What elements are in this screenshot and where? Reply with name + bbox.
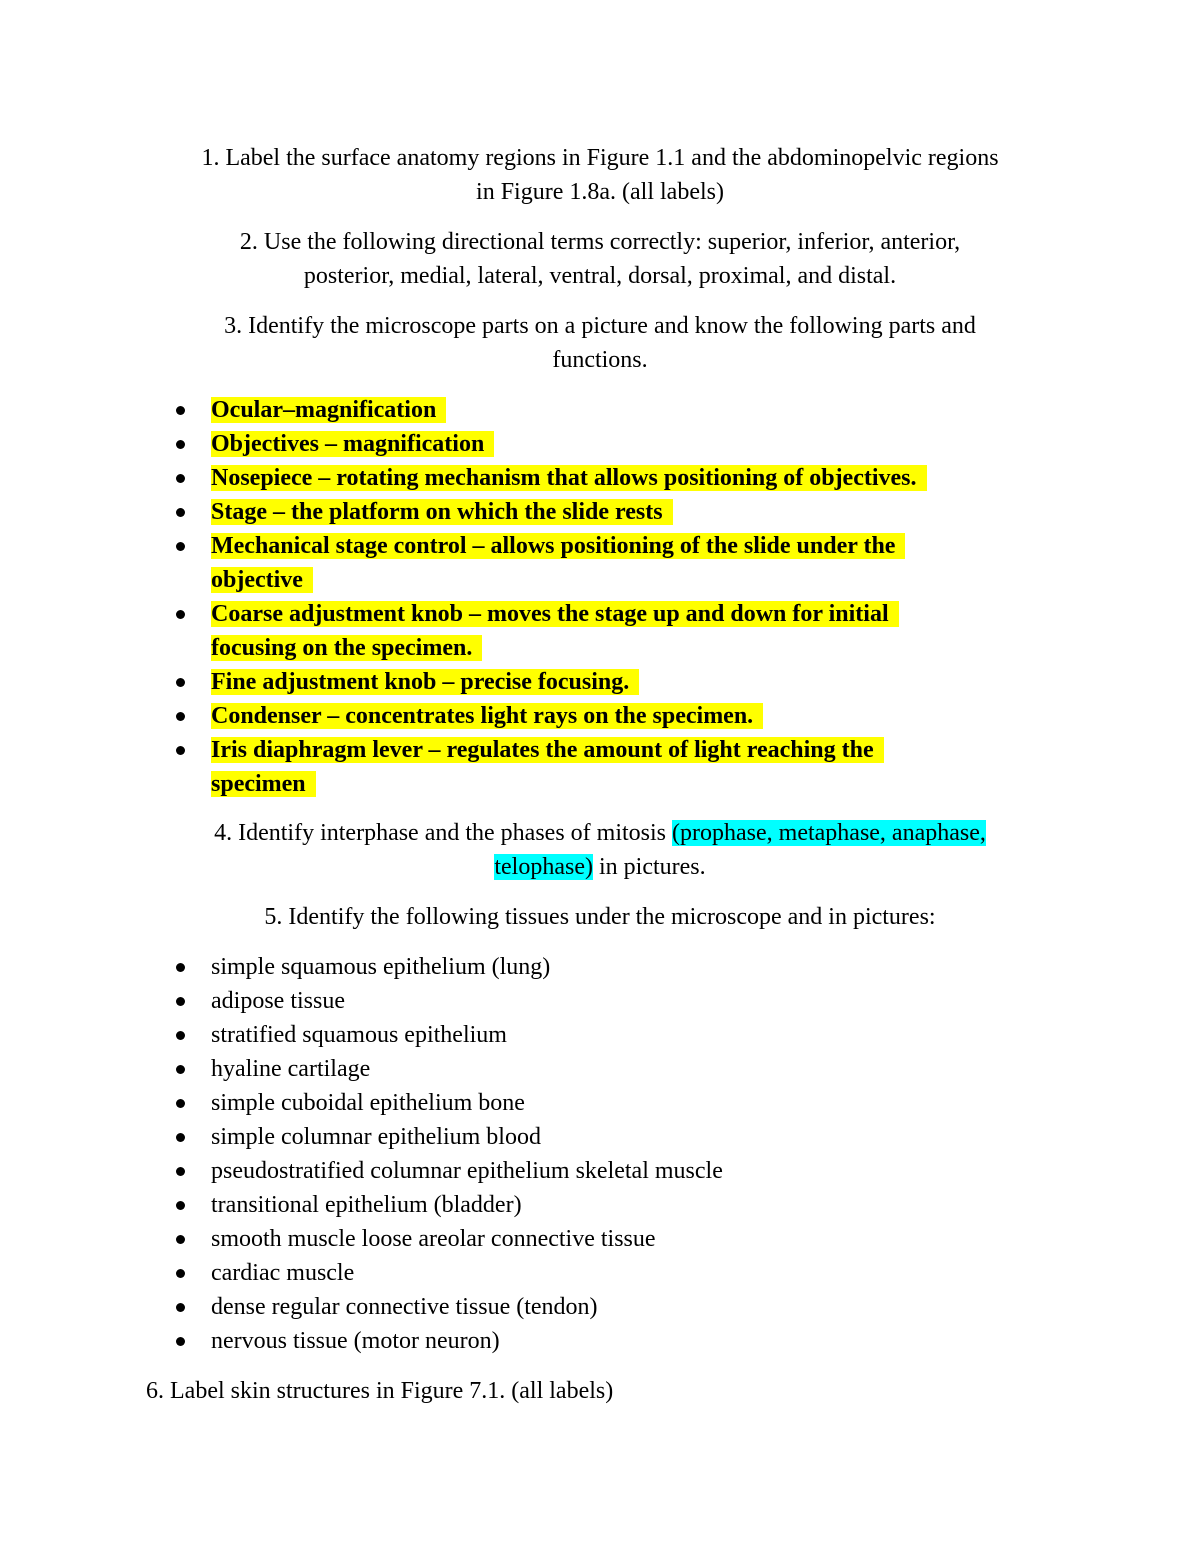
mitosis-phases-highlight: (prophase, metaphase, anaphase, <box>672 820 986 846</box>
list-item <box>0 1086 1200 1120</box>
tissue-item: adipose tissue <box>211 988 345 1014</box>
bullet-icon <box>176 1099 185 1108</box>
objective-2-line-1: 2. Use the following directional terms correctly: superior, inferior, anterior, <box>239 229 961 255</box>
tissue-item: simple columnar epithelium blood <box>211 1124 541 1150</box>
tissue-item: simple cuboidal epithelium bone <box>211 1090 525 1116</box>
mitosis-phases-highlight-cont: telophase) <box>494 854 593 880</box>
tissue-item: pseudostratified columnar epithelium skeletal muscle <box>211 1158 723 1184</box>
list-item <box>0 1120 1200 1154</box>
bullet-icon <box>176 1303 185 1312</box>
microscope-part: Ocular–magnification <box>211 397 446 423</box>
list-item <box>0 427 1200 461</box>
bullet-icon <box>176 1167 185 1176</box>
microscope-part-line-1: Coarse adjustment knob – moves the stage up and down for initial <box>211 601 899 627</box>
bullet-icon <box>176 1337 185 1346</box>
bullet-icon <box>176 1031 185 1040</box>
objective-3-line-1: 3. Identify the microscope parts on a picture and know the following parts and <box>224 313 976 339</box>
objective-4-suffix: in pictures. <box>592 854 706 880</box>
bullet-icon <box>176 1269 185 1278</box>
list-item <box>0 495 1200 529</box>
objective-5 <box>0 900 1200 934</box>
list-item <box>0 1188 1200 1222</box>
tissue-item: cardiac muscle <box>211 1260 355 1286</box>
list-item <box>0 984 1200 1018</box>
objective-1 <box>0 141 1200 209</box>
tissue-item: hyaline cartilage <box>211 1056 371 1082</box>
objective-3 <box>0 309 1200 377</box>
objective-6: 6. Label skin structures in Figure 7.1. (all labels) <box>146 1378 614 1404</box>
objective-2-line-2: posterior, medial, lateral, ventral, dorsal, proximal, and distal. <box>303 263 897 289</box>
list-item <box>0 950 1200 984</box>
bullet-icon <box>176 997 185 1006</box>
microscope-part: Fine adjustment knob – precise focusing. <box>211 669 639 695</box>
list-item <box>0 665 1200 699</box>
microscope-part: Nosepiece – rotating mechanism that allows positioning of objectives. <box>211 465 927 491</box>
list-item <box>0 1222 1200 1256</box>
microscope-parts-list <box>0 393 1200 801</box>
bullet-icon <box>176 678 185 687</box>
objective-4-prefix: 4. Identify interphase and the phases of mitosis <box>214 820 673 846</box>
objective-1-line-1: 1. Label the surface anatomy regions in Figure 1.1 and the abdominopelvic regions <box>201 145 999 171</box>
objective-4 <box>0 816 1200 884</box>
tissue-item: dense regular connective tissue (tendon) <box>211 1294 598 1320</box>
tissue-item: stratified squamous epithelium <box>211 1022 507 1048</box>
bullet-icon <box>176 440 185 449</box>
list-item <box>0 1256 1200 1290</box>
list-item <box>0 1154 1200 1188</box>
microscope-part: Condenser – concentrates light rays on the specimen. <box>211 703 763 729</box>
bullet-icon <box>176 406 185 415</box>
bullet-icon <box>176 712 185 721</box>
list-item <box>0 461 1200 495</box>
tissues-list <box>0 950 1200 1358</box>
tissue-item: transitional epithelium (bladder) <box>211 1192 522 1218</box>
list-item <box>0 1052 1200 1086</box>
list-item <box>0 597 1200 665</box>
microscope-part: Stage – the platform on which the slide rests <box>211 499 673 525</box>
microscope-part-line-2: focusing on the specimen. <box>211 635 482 661</box>
microscope-part-line-2: specimen <box>211 771 316 797</box>
bullet-icon <box>176 508 185 517</box>
tissue-item: simple squamous epithelium (lung) <box>211 954 551 980</box>
bullet-icon <box>176 746 185 755</box>
bullet-icon <box>176 1201 185 1210</box>
microscope-part: Objectives – magnification <box>211 431 494 457</box>
list-item <box>0 699 1200 733</box>
objective-1-line-2: in Figure 1.8a. (all labels) <box>476 179 724 205</box>
list-item <box>0 1324 1200 1358</box>
microscope-part-line-2: objective <box>211 567 313 593</box>
tissue-item: nervous tissue (motor neuron) <box>211 1328 500 1354</box>
bullet-icon <box>176 1065 185 1074</box>
bullet-icon <box>176 1235 185 1244</box>
bullet-icon <box>176 610 185 619</box>
objective-2 <box>0 225 1200 293</box>
bullet-icon <box>176 542 185 551</box>
list-item <box>0 529 1200 597</box>
microscope-part-line-1: Mechanical stage control – allows positioning of the slide under the <box>211 533 905 559</box>
bullet-icon <box>176 1133 185 1142</box>
list-item <box>0 733 1200 801</box>
list-item <box>0 1018 1200 1052</box>
tissue-item: smooth muscle loose areolar connective tissue <box>211 1226 656 1252</box>
objective-5-line-1: 5. Identify the following tissues under the microscope and in pictures: <box>264 904 936 930</box>
objective-3-line-2: functions. <box>552 347 648 373</box>
list-item <box>0 1290 1200 1324</box>
objective-4-line-1 <box>0 816 1200 850</box>
objective-4-line-2 <box>0 850 1200 884</box>
bullet-icon <box>176 963 185 972</box>
microscope-part-line-1: Iris diaphragm lever – regulates the amount of light reaching the <box>211 737 884 763</box>
list-item <box>0 393 1200 427</box>
bullet-icon <box>176 474 185 483</box>
